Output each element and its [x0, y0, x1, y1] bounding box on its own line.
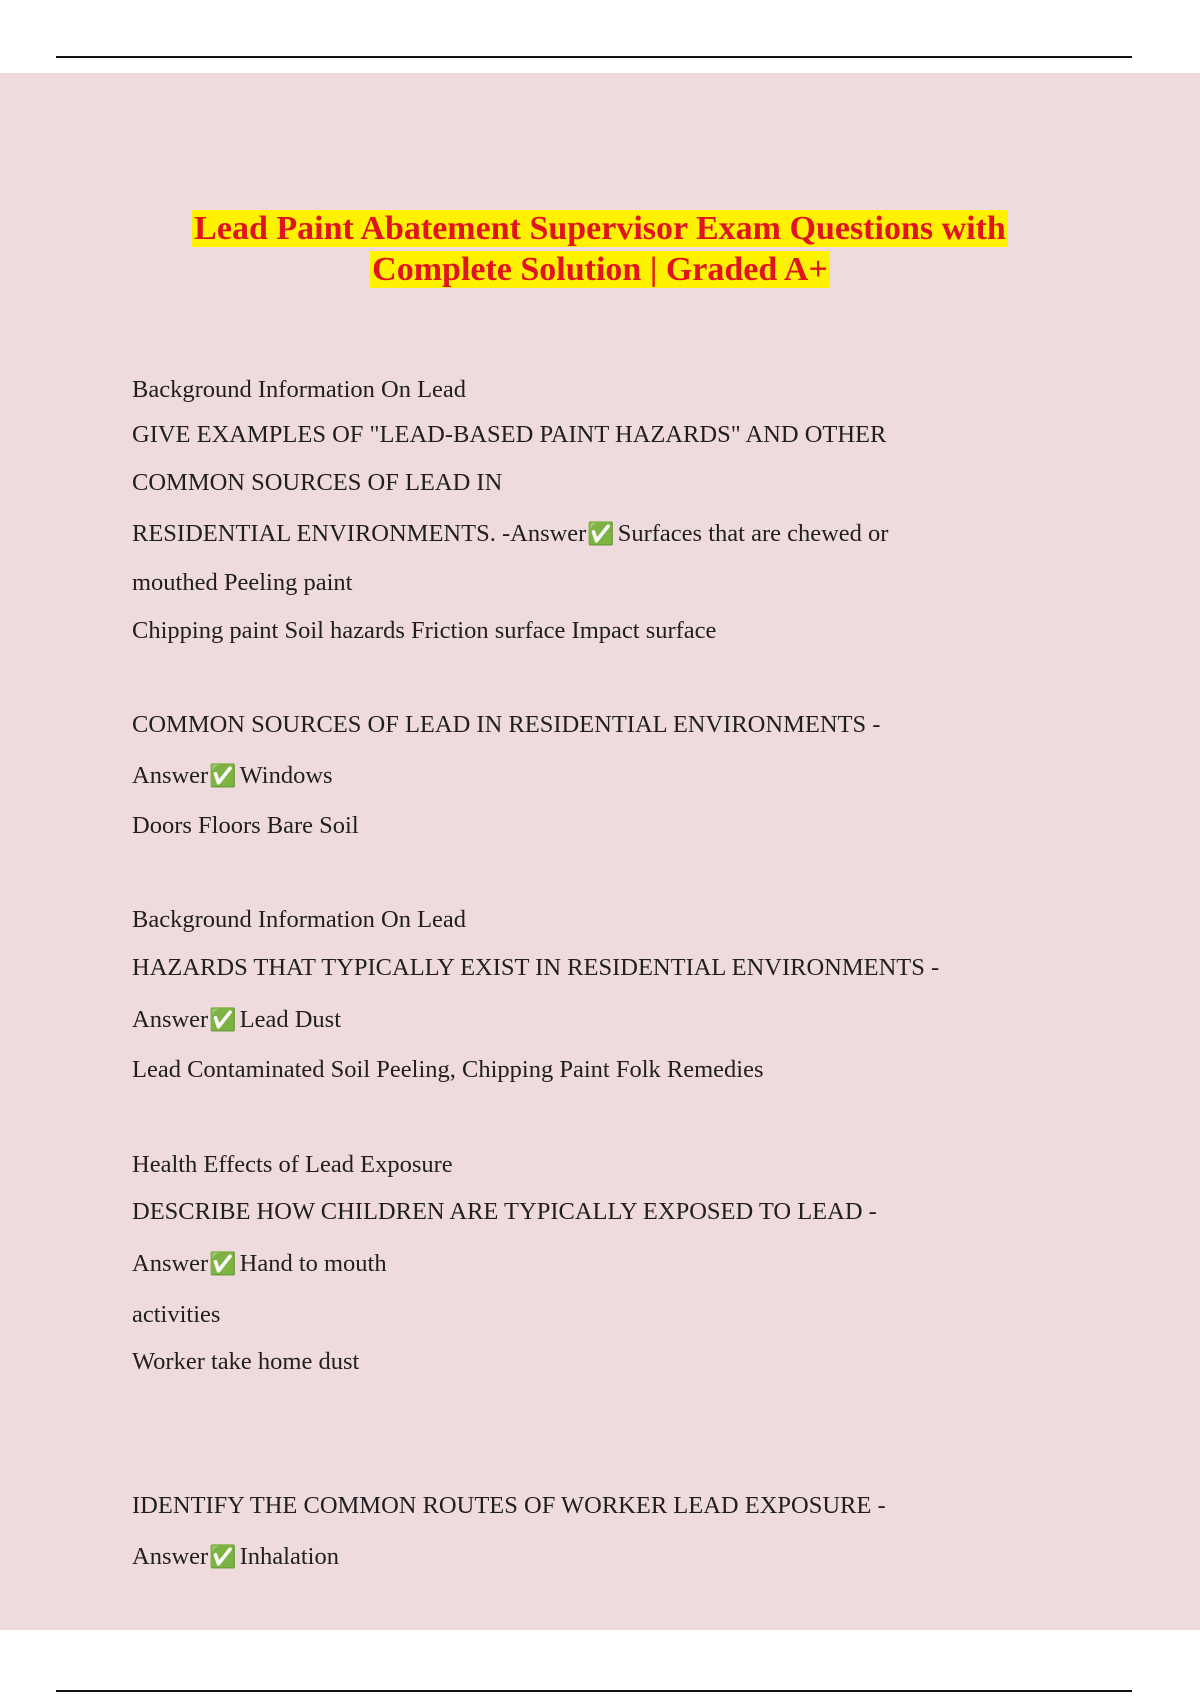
answer-content: Windows [239, 762, 333, 789]
section-category: Background Information On Lead [132, 906, 467, 933]
checkmark-icon: ✅ [209, 1007, 237, 1032]
answer-text: mouthed Peeling paint [132, 569, 353, 596]
question-text: GIVE EXAMPLES OF "LEAD-BASED PAINT HAZARDS" AND OTHER [132, 421, 887, 448]
checkmark-icon: ✅ [587, 521, 615, 546]
checkmark-icon: ✅ [209, 763, 237, 788]
answer-text: activities [132, 1301, 221, 1328]
checkmark-icon: ✅ [209, 1544, 237, 1569]
answer-text: Doors Floors Bare Soil [132, 812, 359, 839]
answer-label: Answer [132, 1543, 209, 1570]
answer-text: Chipping paint Soil hazards Friction surface Impact surface [132, 617, 717, 644]
top-rule [56, 56, 1132, 58]
document-page [0, 73, 1200, 1630]
section-category: Background Information On Lead [132, 376, 467, 403]
checkmark-icon: ✅ [209, 1251, 237, 1276]
question-text: HAZARDS THAT TYPICALLY EXIST IN RESIDENTIAL ENVIRONMENTS - [132, 954, 940, 981]
answer-text [132, 519, 888, 549]
answer-label: Answer [132, 1250, 209, 1277]
answer-text [132, 1005, 341, 1035]
answer-content: Lead Dust [239, 1006, 341, 1033]
title-line-1: Lead Paint Abatement Supervisor Exam Questions with [194, 210, 1006, 247]
question-text: COMMON SOURCES OF LEAD IN [132, 469, 503, 496]
question-text: IDENTIFY THE COMMON ROUTES OF WORKER LEAD EXPOSURE - [132, 1492, 886, 1519]
title-line-2: Complete Solution | Graded A+ [372, 251, 828, 288]
answer-content: Inhalation [239, 1543, 339, 1570]
answer-text: Lead Contaminated Soil Peeling, Chipping Paint Folk Remedies [132, 1056, 764, 1083]
answer-text [132, 761, 333, 791]
answer-label: RESIDENTIAL ENVIRONMENTS. -Answer [132, 520, 587, 547]
answer-text: Worker take home dust [132, 1348, 360, 1375]
answer-content: Surfaces that are chewed or [617, 520, 889, 547]
answer-text [132, 1542, 339, 1572]
question-text: COMMON SOURCES OF LEAD IN RESIDENTIAL ENVIRONMENTS - [132, 711, 881, 738]
answer-content: Hand to mouth [239, 1250, 387, 1277]
answer-label: Answer [132, 762, 209, 789]
document-title [0, 208, 1200, 290]
section-category: Health Effects of Lead Exposure [132, 1151, 453, 1178]
bottom-rule [56, 1690, 1132, 1692]
answer-label: Answer [132, 1006, 209, 1033]
question-text: DESCRIBE HOW CHILDREN ARE TYPICALLY EXPOSED TO LEAD - [132, 1198, 877, 1225]
answer-text [132, 1249, 387, 1279]
